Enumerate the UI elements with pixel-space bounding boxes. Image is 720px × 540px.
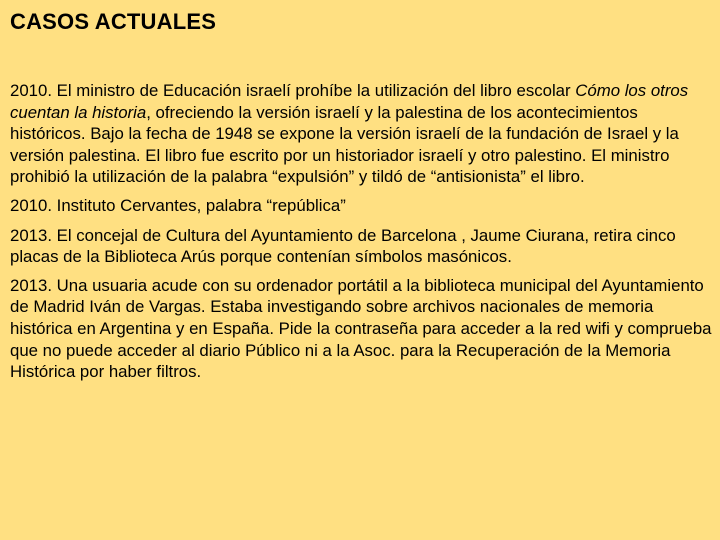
paragraph-text: , ofreciendo la versión israelí y la palestina de los acontecimientos históricos. Bajo la fecha de 1948 se expone la versión israelí de la fundación de Israel y la versión palestina. El libro fue escrito por un historiador israelí y otro palestino. El ministro prohibió la utilización de la palabra “expulsión” y tildó de “antisionista” el libro. xyxy=(10,102,679,187)
slide-body xyxy=(10,80,714,390)
paragraph-2010-ministro xyxy=(10,80,714,188)
book-title: Cómo los otros cuentan la historia xyxy=(10,81,689,122)
paragraph-2013-concejal: 2013. El concejal de Cultura del Ayuntamiento de Barcelona , Jaume Ciurana, retira cinco placas de la Biblioteca Arús porque contenían símbolos masónicos. xyxy=(10,225,676,267)
slide-title: CASOS ACTUALES xyxy=(10,9,217,34)
paragraph-2010-cervantes: 2010. Instituto Cervantes, palabra “república” xyxy=(10,195,346,215)
paragraph-2013-usuaria: 2013. Una usuaria acude con su ordenador portátil a la biblioteca municipal del Ayuntamiento de Madrid Iván de Vargas. Estaba investigando sobre archivos nacionales de memoria histórica en Argentina y en España. Pide la contraseña para acceder a la red wifi y comprueba que no puede acceder al diario Público ni a la Asoc. para la Recuperación de la Memoria Histórica por haber filtros. xyxy=(10,275,712,382)
paragraph-text: 2010. El ministro de Educación israelí prohíbe la utilización del libro escolar xyxy=(10,81,576,100)
